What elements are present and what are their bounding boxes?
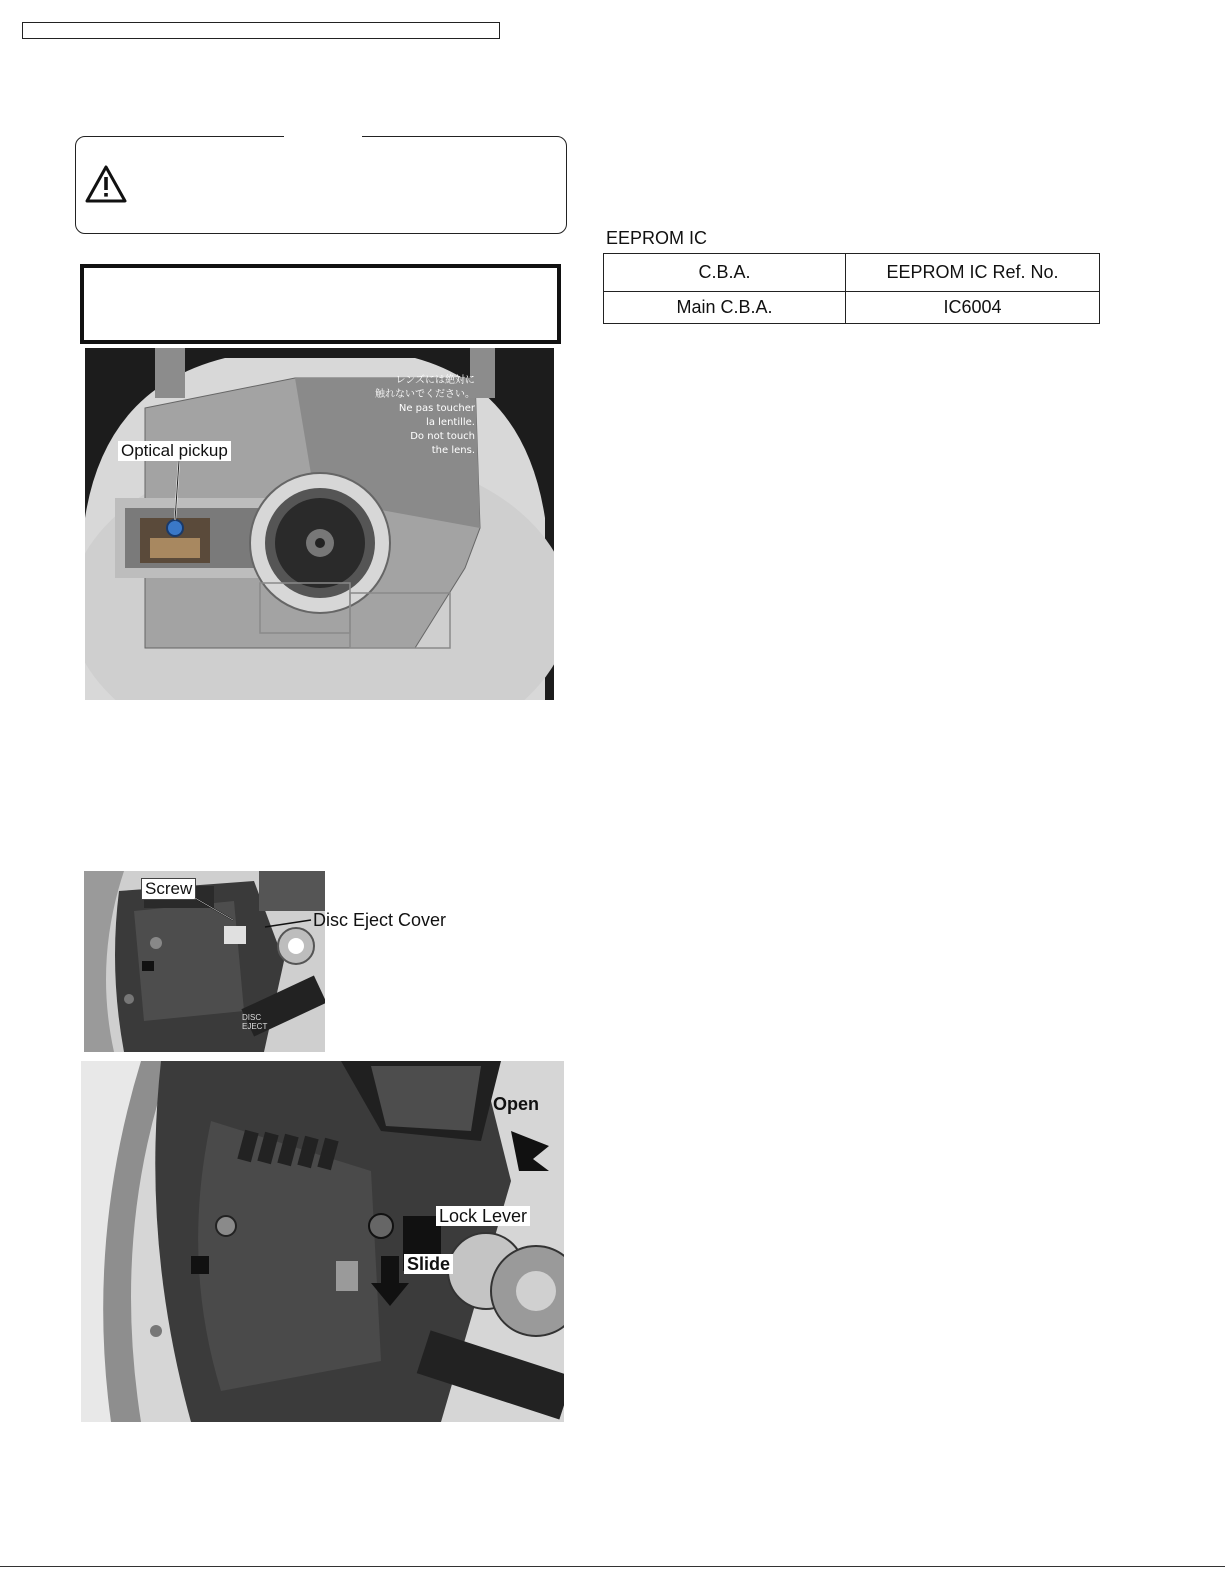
open-label: Open bbox=[493, 1094, 540, 1114]
lock-lever-photo bbox=[81, 1061, 564, 1422]
printed-text-line: 触れないでください。 bbox=[375, 389, 475, 400]
lens-warning-printed-text bbox=[305, 374, 475, 458]
printed-text-line: レンズには絶対に bbox=[395, 375, 475, 386]
printed-text-line: Ne pas toucher bbox=[398, 403, 475, 414]
warning-icon bbox=[84, 164, 128, 204]
optical-pickup-photo bbox=[85, 348, 554, 700]
lock-lever-label: Lock Lever bbox=[436, 1206, 530, 1226]
printed-text-line: Do not touch bbox=[410, 431, 475, 442]
cell-cba: Main C.B.A. bbox=[604, 292, 846, 324]
header-eeprom-ref: EEPROM IC Ref. No. bbox=[846, 254, 1100, 292]
optical-pickup-label: Optical pickup bbox=[118, 441, 231, 461]
screw-label: Screw bbox=[141, 878, 196, 900]
cell-eeprom-ref: IC6004 bbox=[846, 292, 1100, 324]
caution-box bbox=[75, 136, 567, 234]
footer-rule bbox=[0, 1566, 1225, 1567]
eeprom-table bbox=[603, 253, 1100, 324]
slide-label: Slide bbox=[404, 1254, 453, 1274]
disc-eject-side-text: DISC EJECT bbox=[242, 1013, 268, 1031]
printed-text-line: the lens. bbox=[431, 445, 475, 456]
printed-text-line: la lentille. bbox=[426, 417, 475, 428]
header-box bbox=[22, 22, 500, 39]
header-cba: C.B.A. bbox=[604, 254, 846, 292]
eeprom-title: EEPROM IC bbox=[606, 228, 708, 248]
table-header-row bbox=[604, 254, 1100, 292]
note-box bbox=[80, 264, 561, 344]
caution-title-gap bbox=[284, 130, 362, 142]
callout-lines bbox=[115, 886, 330, 936]
table-row bbox=[604, 292, 1100, 324]
disc-eject-cover-label: Disc Eject Cover bbox=[313, 910, 447, 930]
